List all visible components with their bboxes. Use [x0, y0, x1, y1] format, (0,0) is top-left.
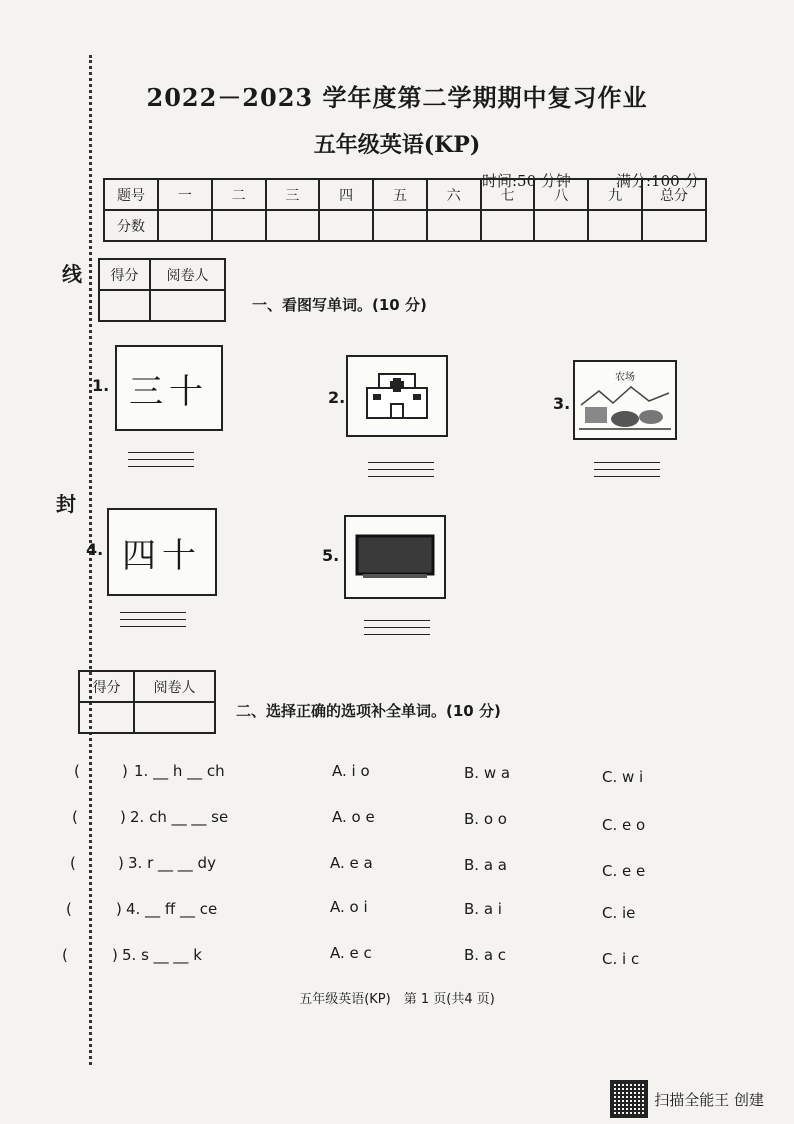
picture-box-3	[573, 360, 677, 440]
option-a: A. i o	[332, 762, 370, 780]
option-a: A. e c	[330, 944, 372, 962]
binding-dotted-line	[89, 55, 92, 1065]
score-input-cell[interactable]	[158, 210, 212, 241]
score-table-cell: 五	[373, 179, 427, 210]
answer-paren-close: )	[118, 854, 124, 872]
score-table-header-row	[104, 179, 706, 210]
item-number: 5.	[322, 546, 340, 565]
option-c: C. w i	[602, 768, 644, 786]
option-c: C. ie	[602, 904, 636, 922]
score-table-cell: 分数	[104, 210, 158, 241]
item-number: 3.	[553, 394, 571, 413]
question-text: 1. __ h __ ch	[134, 762, 225, 780]
score-table-cell: 二	[212, 179, 266, 210]
answer-lines[interactable]	[594, 462, 660, 488]
option-c: C. e e	[602, 862, 646, 880]
section2-title: 二、选择正确的选项补全单词。(10 分)	[236, 702, 501, 720]
question-text: 4. __ ff __ ce	[126, 900, 218, 918]
blackboard-icon	[355, 534, 435, 580]
exam-time: 时间:50 分钟	[482, 172, 571, 190]
grader-reviewer-label: 阅卷人	[134, 671, 215, 702]
score-table-cell: 六	[427, 179, 481, 210]
scanner-watermark	[610, 1080, 764, 1118]
score-table	[103, 178, 707, 242]
score-input-cell[interactable]	[319, 210, 373, 241]
answer-paren-open[interactable]: (	[74, 762, 80, 780]
item-number: 4.	[86, 540, 104, 559]
grader-box-1	[98, 258, 226, 322]
option-a: A. e a	[330, 854, 373, 872]
answer-paren-open[interactable]: (	[72, 808, 78, 826]
item-number: 1.	[92, 376, 110, 395]
score-input-cell[interactable]	[373, 210, 427, 241]
picture-box-5	[344, 515, 446, 599]
qr-code-icon	[610, 1080, 648, 1118]
question-text: 5. s __ __ k	[122, 946, 202, 964]
score-table-score-row	[104, 210, 706, 241]
farm-icon	[579, 383, 671, 435]
question-text: 3. r __ __ dy	[128, 854, 216, 872]
option-a: A. o i	[330, 898, 368, 916]
score-input-cell[interactable]	[534, 210, 588, 241]
score-table-cell: 题号	[104, 179, 158, 210]
grader-reviewer-input[interactable]	[134, 702, 215, 733]
farm-caption: 农场	[615, 372, 635, 383]
hospital-icon	[361, 370, 433, 422]
option-b: B. a a	[464, 856, 507, 874]
option-b: B. a i	[464, 900, 502, 918]
answer-paren-open[interactable]: (	[62, 946, 68, 964]
section1-title: 一、看图写单词。(10 分)	[252, 296, 427, 314]
grader-score-input[interactable]	[99, 290, 150, 321]
option-b: B. a c	[464, 946, 507, 964]
option-a: A. o e	[332, 808, 375, 826]
option-c: C. i c	[602, 950, 640, 968]
picture-chars: 三十	[129, 371, 209, 412]
binding-label-line: 线	[62, 262, 82, 286]
scanner-label: 扫描全能王 创建	[654, 1090, 764, 1109]
answer-paren-close: )	[120, 808, 126, 826]
score-input-cell[interactable]	[427, 210, 481, 241]
answer-lines[interactable]	[128, 452, 194, 478]
grader-box-2	[78, 670, 216, 734]
score-input-cell[interactable]	[588, 210, 642, 241]
picture-box-1	[115, 345, 223, 431]
picture-box-4	[107, 508, 217, 596]
grader-score-label: 得分	[79, 671, 134, 702]
score-input-cell[interactable]	[642, 210, 706, 241]
question-text: 2. ch __ __ se	[130, 808, 229, 826]
answer-lines[interactable]	[120, 612, 186, 638]
score-input-cell[interactable]	[212, 210, 266, 241]
score-table-cell: 三	[266, 179, 320, 210]
answer-paren-open[interactable]: (	[70, 854, 76, 872]
score-table-cell: 四	[319, 179, 373, 210]
grader-reviewer-label: 阅卷人	[150, 259, 225, 290]
grader-score-label: 得分	[99, 259, 150, 290]
score-table-cell: 八	[534, 179, 588, 210]
grader-score-input[interactable]	[79, 702, 134, 733]
picture-chars: 四十	[122, 535, 202, 576]
score-table-cell: 总分	[642, 179, 706, 210]
binding-label-seal: 封	[56, 492, 76, 516]
score-input-cell[interactable]	[481, 210, 535, 241]
answer-lines[interactable]	[364, 620, 430, 646]
answer-lines[interactable]	[368, 462, 434, 488]
score-input-cell[interactable]	[266, 210, 320, 241]
picture-box-2	[346, 355, 448, 437]
option-c: C. e o	[602, 816, 646, 834]
answer-paren-open[interactable]: (	[66, 900, 72, 918]
answer-paren-close: )	[116, 900, 122, 918]
answer-paren-close: )	[122, 762, 128, 780]
option-b: B. o o	[464, 810, 507, 828]
exam-full-score: 满分:100 分	[616, 172, 700, 190]
score-table-cell: 七	[481, 179, 535, 210]
score-table-cell: 九	[588, 179, 642, 210]
option-b: B. w a	[464, 764, 511, 782]
page-footer: 五年级英语(KP) 第 1 页(共4 页)	[299, 992, 495, 1007]
item-number: 2.	[328, 388, 346, 407]
page-title: 2022－2023 学年度第二学期期中复习作业	[146, 83, 648, 112]
page-subtitle: 五年级英语(KP)	[313, 132, 481, 158]
grader-reviewer-input[interactable]	[150, 290, 225, 321]
answer-paren-close: )	[112, 946, 118, 964]
score-table-cell: 一	[158, 179, 212, 210]
